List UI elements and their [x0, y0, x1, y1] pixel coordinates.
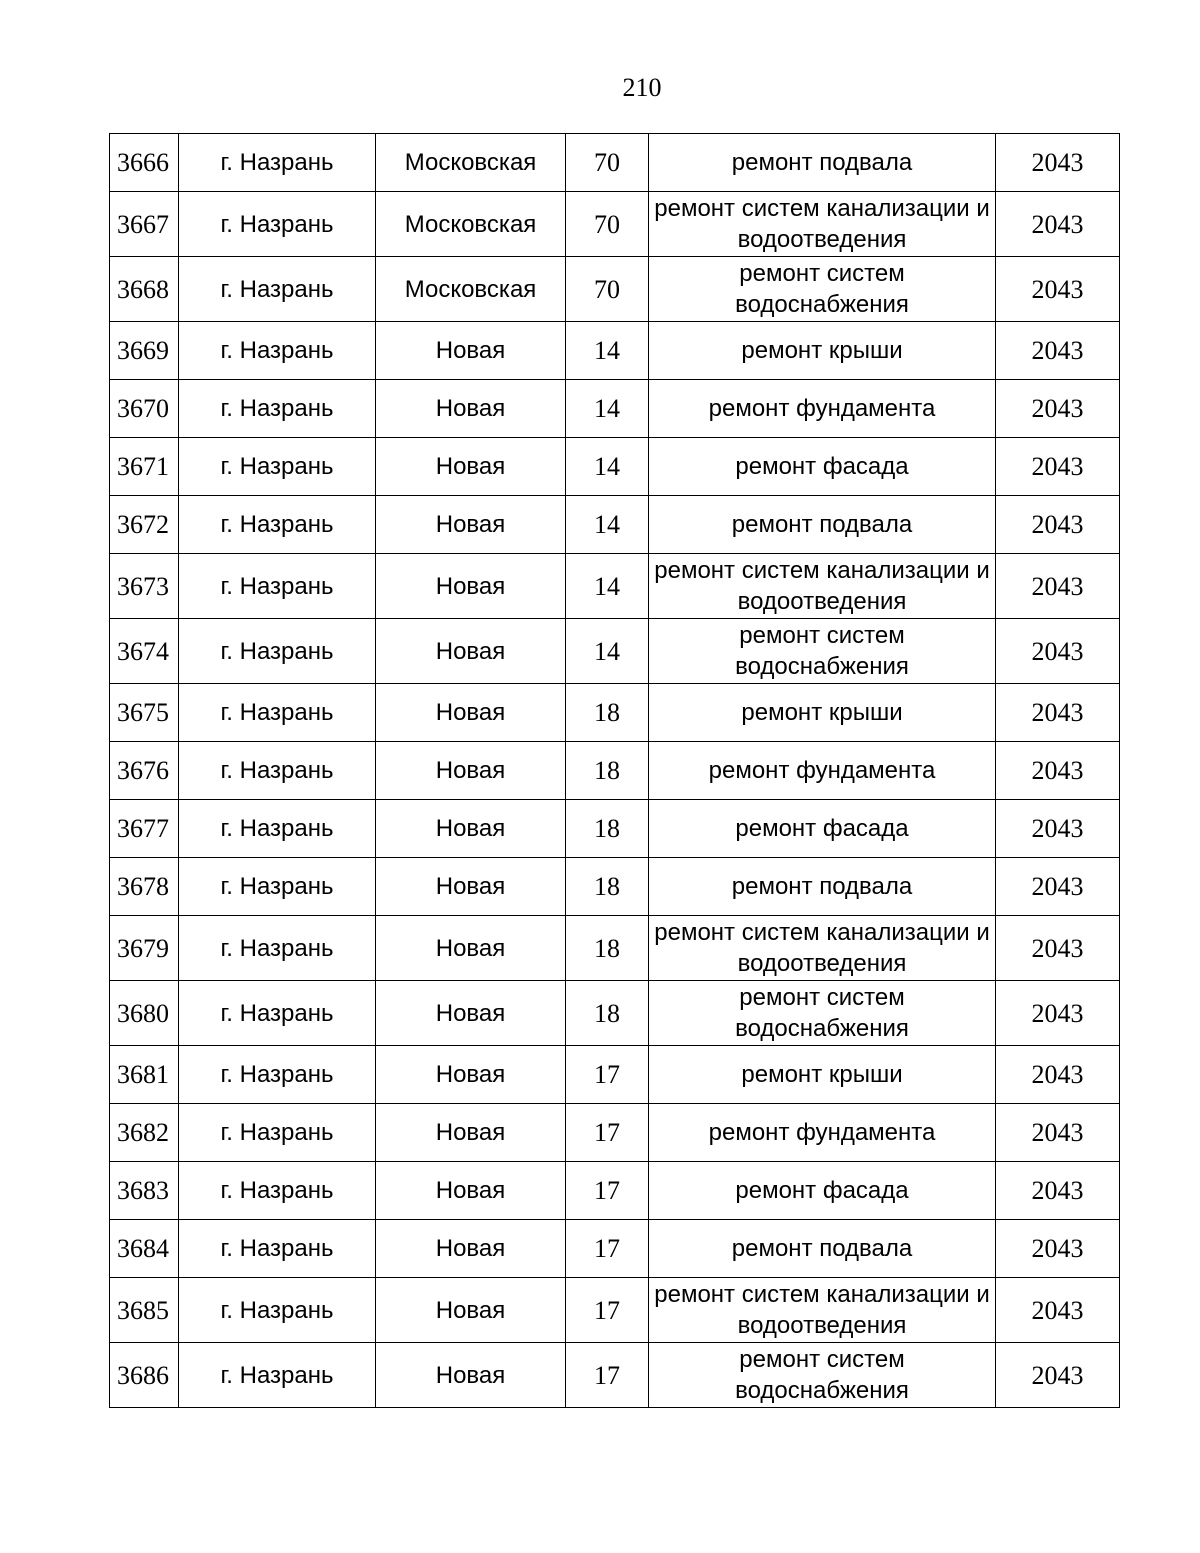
- town-cell: г. Назрань: [179, 438, 376, 496]
- table-row: [110, 438, 1120, 496]
- work-type-cell: ремонт систем водоснабжения: [649, 257, 996, 322]
- town-cell: г. Назрань: [179, 981, 376, 1046]
- table-row: [110, 858, 1120, 916]
- row-number: 3678: [110, 858, 179, 916]
- street-cell: Новая: [376, 1278, 566, 1343]
- row-number: 3671: [110, 438, 179, 496]
- town-cell: г. Назрань: [179, 1220, 376, 1278]
- town-cell: г. Назрань: [179, 1046, 376, 1104]
- house-number-cell: 17: [566, 1220, 649, 1278]
- work-type-cell: ремонт систем канализации и водоотведения: [649, 192, 996, 257]
- town-cell: г. Назрань: [179, 684, 376, 742]
- year-cell: 2043: [996, 619, 1120, 684]
- table-row: [110, 1104, 1120, 1162]
- street-cell: Новая: [376, 916, 566, 981]
- year-cell: 2043: [996, 916, 1120, 981]
- row-number: 3670: [110, 380, 179, 438]
- work-type-cell: ремонт фасада: [649, 1162, 996, 1220]
- table-row: [110, 916, 1120, 981]
- year-cell: 2043: [996, 1343, 1120, 1408]
- work-type-cell: ремонт крыши: [649, 684, 996, 742]
- street-cell: Новая: [376, 619, 566, 684]
- house-number-cell: 18: [566, 684, 649, 742]
- row-number: 3679: [110, 916, 179, 981]
- year-cell: 2043: [996, 134, 1120, 192]
- work-type-cell: ремонт систем канализации и водоотведения: [649, 1278, 996, 1343]
- work-type-cell: ремонт подвала: [649, 134, 996, 192]
- table-row: [110, 380, 1120, 438]
- town-cell: г. Назрань: [179, 858, 376, 916]
- work-type-cell: ремонт крыши: [649, 1046, 996, 1104]
- row-number: 3677: [110, 800, 179, 858]
- year-cell: 2043: [996, 1278, 1120, 1343]
- house-number-cell: 70: [566, 134, 649, 192]
- repair-schedule-table: [109, 133, 1120, 1408]
- year-cell: 2043: [996, 380, 1120, 438]
- work-type-cell: ремонт систем водоснабжения: [649, 1343, 996, 1408]
- row-number: 3684: [110, 1220, 179, 1278]
- street-cell: Новая: [376, 1220, 566, 1278]
- table-row: [110, 1343, 1120, 1408]
- house-number-cell: 18: [566, 981, 649, 1046]
- street-cell: Новая: [376, 380, 566, 438]
- work-type-cell: ремонт фасада: [649, 800, 996, 858]
- table-row: [110, 1162, 1120, 1220]
- table-row: [110, 496, 1120, 554]
- street-cell: Московская: [376, 192, 566, 257]
- table-row: [110, 800, 1120, 858]
- work-type-cell: ремонт подвала: [649, 1220, 996, 1278]
- house-number-cell: 18: [566, 916, 649, 981]
- table-row: [110, 981, 1120, 1046]
- year-cell: 2043: [996, 1046, 1120, 1104]
- town-cell: г. Назрань: [179, 1162, 376, 1220]
- page-number: 210: [622, 73, 662, 102]
- work-type-cell: ремонт подвала: [649, 858, 996, 916]
- year-cell: 2043: [996, 1220, 1120, 1278]
- year-cell: 2043: [996, 684, 1120, 742]
- house-number-cell: 18: [566, 800, 649, 858]
- work-type-cell: ремонт крыши: [649, 322, 996, 380]
- year-cell: 2043: [996, 257, 1120, 322]
- table-row: [110, 134, 1120, 192]
- table-body: [110, 134, 1120, 1408]
- work-type-cell: ремонт систем водоснабжения: [649, 619, 996, 684]
- row-number: 3668: [110, 257, 179, 322]
- table-row: [110, 322, 1120, 380]
- street-cell: Новая: [376, 496, 566, 554]
- year-cell: 2043: [996, 1162, 1120, 1220]
- row-number: 3674: [110, 619, 179, 684]
- table-row: [110, 1278, 1120, 1343]
- table-row: [110, 1220, 1120, 1278]
- row-number: 3681: [110, 1046, 179, 1104]
- street-cell: Новая: [376, 554, 566, 619]
- house-number-cell: 14: [566, 438, 649, 496]
- work-type-cell: ремонт систем водоснабжения: [649, 981, 996, 1046]
- table-row: [110, 742, 1120, 800]
- street-cell: Новая: [376, 1162, 566, 1220]
- year-cell: 2043: [996, 438, 1120, 496]
- street-cell: Новая: [376, 1343, 566, 1408]
- year-cell: 2043: [996, 981, 1120, 1046]
- house-number-cell: 18: [566, 858, 649, 916]
- row-number: 3686: [110, 1343, 179, 1408]
- house-number-cell: 14: [566, 496, 649, 554]
- table-row: [110, 554, 1120, 619]
- row-number: 3685: [110, 1278, 179, 1343]
- work-type-cell: ремонт фундамента: [649, 380, 996, 438]
- year-cell: 2043: [996, 1104, 1120, 1162]
- table-row: [110, 684, 1120, 742]
- row-number: 3673: [110, 554, 179, 619]
- year-cell: 2043: [996, 858, 1120, 916]
- street-cell: Московская: [376, 134, 566, 192]
- year-cell: 2043: [996, 800, 1120, 858]
- house-number-cell: 14: [566, 322, 649, 380]
- row-number: 3675: [110, 684, 179, 742]
- house-number-cell: 14: [566, 619, 649, 684]
- street-cell: Новая: [376, 800, 566, 858]
- street-cell: Новая: [376, 858, 566, 916]
- town-cell: г. Назрань: [179, 322, 376, 380]
- street-cell: Новая: [376, 438, 566, 496]
- table-row: [110, 619, 1120, 684]
- row-number: 3680: [110, 981, 179, 1046]
- work-type-cell: ремонт систем канализации и водоотведения: [649, 916, 996, 981]
- town-cell: г. Назрань: [179, 619, 376, 684]
- house-number-cell: 18: [566, 742, 649, 800]
- year-cell: 2043: [996, 742, 1120, 800]
- town-cell: г. Назрань: [179, 496, 376, 554]
- house-number-cell: 14: [566, 380, 649, 438]
- town-cell: г. Назрань: [179, 134, 376, 192]
- year-cell: 2043: [996, 322, 1120, 380]
- house-number-cell: 70: [566, 257, 649, 322]
- town-cell: г. Назрань: [179, 1104, 376, 1162]
- town-cell: г. Назрань: [179, 916, 376, 981]
- town-cell: г. Назрань: [179, 192, 376, 257]
- table-row: [110, 192, 1120, 257]
- year-cell: 2043: [996, 554, 1120, 619]
- house-number-cell: 17: [566, 1343, 649, 1408]
- house-number-cell: 17: [566, 1278, 649, 1343]
- work-type-cell: ремонт фундамента: [649, 1104, 996, 1162]
- work-type-cell: ремонт подвала: [649, 496, 996, 554]
- row-number: 3682: [110, 1104, 179, 1162]
- street-cell: Новая: [376, 684, 566, 742]
- town-cell: г. Назрань: [179, 800, 376, 858]
- street-cell: Новая: [376, 1104, 566, 1162]
- work-type-cell: ремонт систем канализации и водоотведения: [649, 554, 996, 619]
- street-cell: Новая: [376, 322, 566, 380]
- town-cell: г. Назрань: [179, 742, 376, 800]
- work-type-cell: ремонт фасада: [649, 438, 996, 496]
- year-cell: 2043: [996, 496, 1120, 554]
- row-number: 3669: [110, 322, 179, 380]
- house-number-cell: 70: [566, 192, 649, 257]
- house-number-cell: 17: [566, 1104, 649, 1162]
- town-cell: г. Назрань: [179, 1278, 376, 1343]
- street-cell: Московская: [376, 257, 566, 322]
- work-type-cell: ремонт фундамента: [649, 742, 996, 800]
- street-cell: Новая: [376, 742, 566, 800]
- house-number-cell: 17: [566, 1046, 649, 1104]
- year-cell: 2043: [996, 192, 1120, 257]
- row-number: 3666: [110, 134, 179, 192]
- table-row: [110, 1046, 1120, 1104]
- row-number: 3683: [110, 1162, 179, 1220]
- town-cell: г. Назрань: [179, 380, 376, 438]
- street-cell: Новая: [376, 1046, 566, 1104]
- street-cell: Новая: [376, 981, 566, 1046]
- town-cell: г. Назрань: [179, 554, 376, 619]
- house-number-cell: 14: [566, 554, 649, 619]
- town-cell: г. Назрань: [179, 257, 376, 322]
- row-number: 3667: [110, 192, 179, 257]
- table-row: [110, 257, 1120, 322]
- house-number-cell: 17: [566, 1162, 649, 1220]
- row-number: 3672: [110, 496, 179, 554]
- row-number: 3676: [110, 742, 179, 800]
- town-cell: г. Назрань: [179, 1343, 376, 1408]
